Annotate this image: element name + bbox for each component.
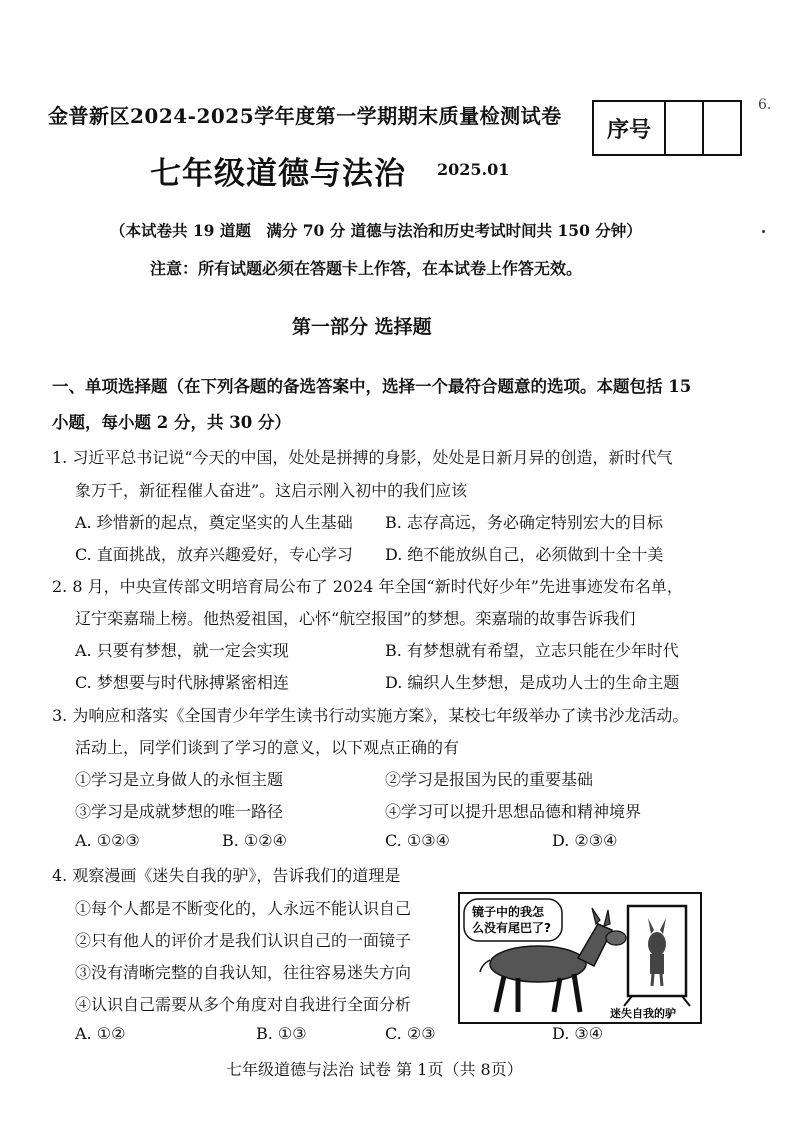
exam-notice: 注意：所有试题必须在答题卡上作答，在本试卷上作答无效。 xyxy=(150,259,583,278)
exam-title: 金普新区2024-2025学年度第一学期期末质量检测试卷 xyxy=(48,104,562,128)
q4-statement-4: ④认识自己需要从多个角度对自我进行全面分析 xyxy=(75,995,412,1014)
q1-option-c: C. 直面挑战，放弃兴趣爱好，专心学习 xyxy=(75,545,353,564)
q4-statement-2: ②只有他人的评价才是我们认识自己的一面镜子 xyxy=(75,931,412,950)
exam-date: 2025.01 xyxy=(437,160,510,179)
q2-option-d: D. 编织人生梦想，是成功人士的生命主题 xyxy=(385,673,680,692)
serial-cell-2 xyxy=(704,102,740,154)
scan-dot xyxy=(762,230,765,233)
section-instruction-line1: 一、单项选择题（在下列各题的备选答案中，选择一个最符合题意的选项。本题包括 15 xyxy=(52,377,692,396)
q3-option-c: C. ①③④ xyxy=(385,831,450,850)
q4-option-c: C. ②③ xyxy=(385,1024,436,1043)
subject-title: 七年级道德与法治 xyxy=(150,156,406,192)
page-footer: 七年级道德与法治 试卷 第 1页（共 8页） xyxy=(226,1060,523,1079)
section-instruction-line2: 小题，每小题 2 分，共 30 分） xyxy=(52,413,291,432)
q4-statement-3: ③没有清晰完整的自我认知，往往容易迷失方向 xyxy=(75,963,412,982)
q1-option-d: D. 绝不能放纵自己，必须做到十全十美 xyxy=(385,545,664,564)
q1-stem-line1: 1. 习近平总书记说“今天的中国，处处是拼搏的身影，处处是日新月异的创造，新时代气 xyxy=(52,448,673,467)
q3-statement-3: ③学习是成就梦想的唯一路径 xyxy=(75,802,284,821)
serial-cell-1 xyxy=(666,102,704,154)
q2-option-b: B. 有梦想就有希望，立志只能在少年时代 xyxy=(385,641,679,660)
q4-stem: 4. 观察漫画《迷失自我的驴》，告诉我们的道理是 xyxy=(52,866,401,885)
serial-number-box xyxy=(592,100,742,156)
q4-option-a: A. ①② xyxy=(75,1024,126,1043)
q1-option-a: A. 珍惜新的起点，奠定坚实的人生基础 xyxy=(75,513,353,532)
q1-stem-line2: 象万千，新征程催人奋进”。这启示刚入初中的我们应该 xyxy=(75,481,468,500)
q3-option-a: A. ①②③ xyxy=(75,831,140,850)
q4-statement-1: ①每个人都是不断变化的，人永远不能认识自己 xyxy=(75,899,412,918)
q2-stem-line2: 辽宁栾嘉瑞上榜。他热爱祖国，心怀“航空报国”的梦想。栾嘉瑞的故事告诉我们 xyxy=(75,609,636,628)
part-title: 第一部分 选择题 xyxy=(292,316,432,338)
q1-option-b: B. 志存高远，务必确定特别宏大的目标 xyxy=(385,513,663,532)
q3-stem-line1: 3. 为响应和落实《全国青少年学生读书行动实施方案》，某校七年级举办了读书沙龙活动。 xyxy=(52,706,689,725)
exam-info: （本试卷共 19 道题 满分 70 分 道德与法治和历史考试时间共 150 分钟） xyxy=(110,221,642,240)
serial-label: 序号 xyxy=(594,102,666,154)
q3-statement-1: ①学习是立身做人的永恒主题 xyxy=(75,770,284,789)
bubble-text-line1: 镜子中的我怎 xyxy=(472,905,545,919)
q4-option-b: B. ①③ xyxy=(256,1024,307,1043)
comic-caption: 迷失自我的驴 xyxy=(610,1007,676,1020)
corner-mark: 6. xyxy=(758,97,772,113)
comic-lost-donkey xyxy=(458,892,702,1024)
q3-statement-4: ④学习可以提升思想品德和精神境界 xyxy=(385,802,642,821)
q3-statement-2: ②学习是报国为民的重要基础 xyxy=(385,770,594,789)
bubble-text-line2: 么没有尾巴了? xyxy=(472,921,551,935)
q4-option-d: D. ③④ xyxy=(552,1024,604,1043)
q3-option-d: D. ②③④ xyxy=(552,831,618,850)
q2-option-c: C. 梦想要与时代脉搏紧密相连 xyxy=(75,673,289,692)
q2-stem-line1: 2. 8 月，中央宣传部文明培育局公布了 2024 年全国“新时代好少年”先进事迹发布名单， xyxy=(52,577,683,596)
q3-stem-line2: 活动上，同学们谈到了学习的意义，以下观点正确的有 xyxy=(75,738,460,757)
q3-option-b: B. ①②④ xyxy=(222,831,287,850)
mirror-drawing xyxy=(624,906,690,1006)
q2-option-a: A. 只要有梦想，就一定会实现 xyxy=(75,641,289,660)
comic-illustration xyxy=(460,894,700,1022)
